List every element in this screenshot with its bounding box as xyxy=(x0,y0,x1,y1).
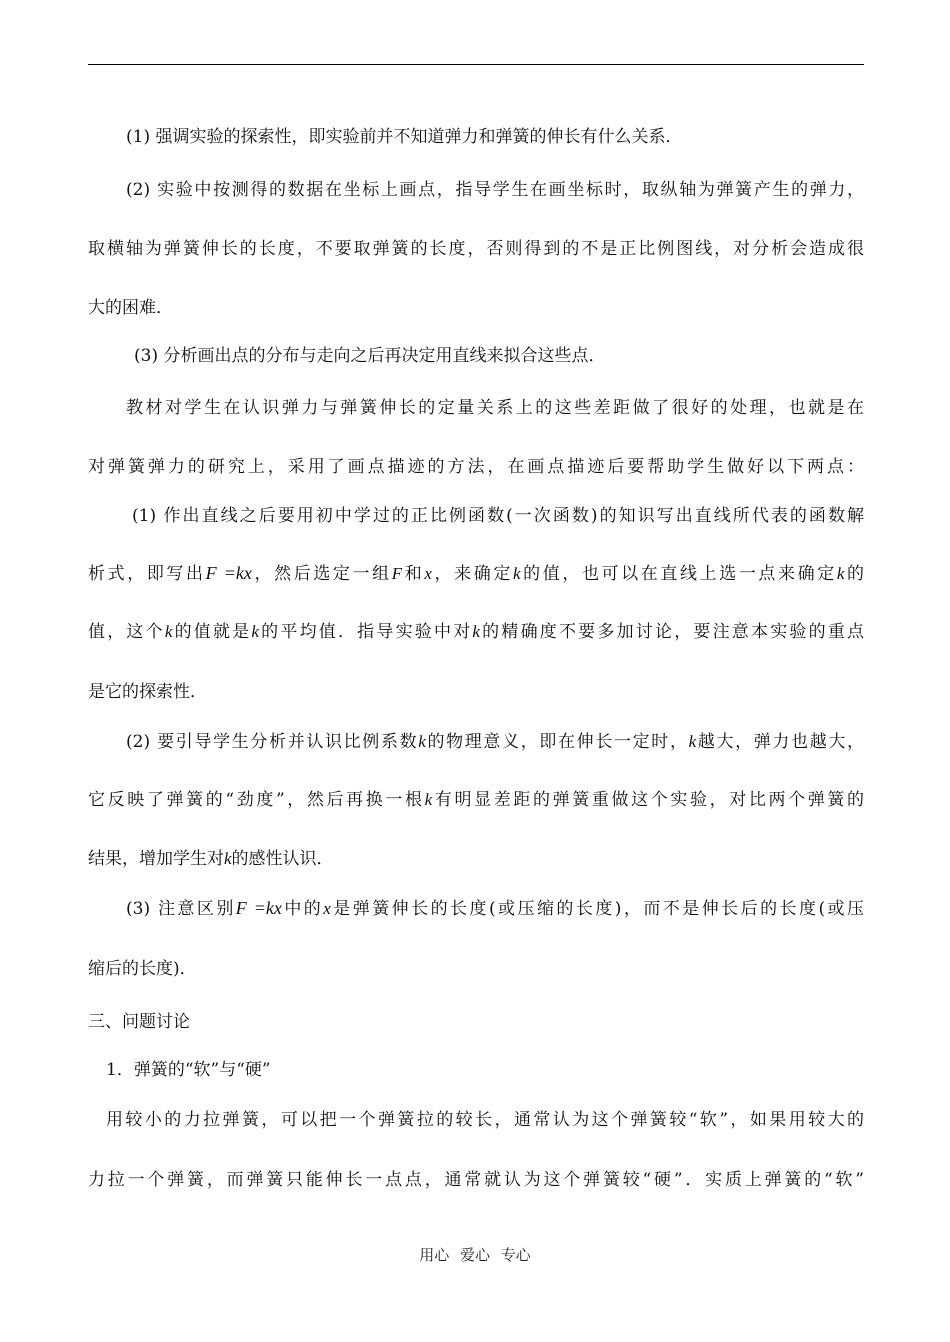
text: 力拉一个弹簧，而弹簧只能伸长一点点，通常就认为这个弹簧较“硬”．实质上弹簧的“软” xyxy=(88,1170,864,1190)
text: ，然后选定一组 xyxy=(251,564,392,584)
text: 中的 xyxy=(281,899,324,919)
text: (1) 强调实验的探索性，即实验前并不知道弹力和弹簧的伸长有什么关系． xyxy=(126,127,683,147)
header-rule xyxy=(88,64,864,65)
paragraph-line xyxy=(88,620,864,644)
text: 有明显差距的弹簧重做这个实验，对比两个弹簧的 xyxy=(432,790,865,810)
text: 越大，弹力也越大， xyxy=(696,732,865,752)
paragraph-line xyxy=(88,237,864,261)
formula: F =kx xyxy=(205,563,252,583)
paragraph-line xyxy=(88,847,864,871)
variable: x xyxy=(323,899,331,918)
variable: k xyxy=(688,732,697,751)
paragraph-line xyxy=(88,504,864,528)
paragraph-line xyxy=(88,1108,864,1132)
text: 值，这个 xyxy=(88,622,165,642)
text: 取横轴为弹簧伸长的长度，不要取弹簧的长度，否则得到的不是正比例图线，对分析会造成很 xyxy=(88,239,864,259)
text: 是弹簧伸长的长度(或压缩的长度)，而不是伸长后的长度(或压 xyxy=(330,899,865,919)
variable: x xyxy=(424,564,432,583)
variable: k xyxy=(512,564,521,583)
paragraph-line xyxy=(88,957,864,981)
text: 析式，即写出 xyxy=(88,564,206,584)
section-heading xyxy=(88,1010,864,1034)
variable: k xyxy=(424,790,433,809)
variable: k xyxy=(251,622,259,641)
subsection-heading xyxy=(88,1058,864,1082)
text: 的值，也可以在直线上选一点来确定 xyxy=(520,564,837,584)
variable: F xyxy=(391,564,403,583)
text: 的精确度不要多加讨论，要注意本实验的重点 xyxy=(479,622,865,642)
paragraph-line xyxy=(88,125,864,149)
text: 它反映了弹簧的“劲度”，然后再换一根 xyxy=(88,790,425,810)
text: 大的困难． xyxy=(88,298,173,318)
text: 教材对学生在认识弹力与弹簧伸长的定量关系上的这些差距做了很好的处理，也就是在 xyxy=(126,398,864,418)
text: (3) 注意区别 xyxy=(126,899,236,919)
text: 1．弹簧的“软”与“硬” xyxy=(106,1060,271,1080)
text: 三、问题讨论 xyxy=(88,1012,190,1032)
paragraph-line xyxy=(88,561,864,586)
text: (3) 分析画出点的分布与走向之后再决定用直线来拟合这些点． xyxy=(134,346,606,366)
paragraph-line xyxy=(88,788,864,812)
paragraph-line xyxy=(88,296,864,320)
variable: k xyxy=(418,732,426,751)
paragraph-line xyxy=(88,344,864,368)
text: 用较小的力拉弹簧，可以把一个弹簧拉的较长，通常认为这个弹簧较“软”，如果用较大的 xyxy=(106,1110,864,1130)
formula: F =kx xyxy=(235,898,282,918)
paragraph-line xyxy=(88,680,864,704)
text: 对弹簧弹力的研究上，采用了画点描迹的方法，在画点描迹后要帮助学生做好以下两点： xyxy=(88,457,864,477)
paragraph-line xyxy=(88,396,864,420)
text: 结果，增加学生对 xyxy=(88,849,224,869)
text: 的物理意义，即在伸长一定时， xyxy=(425,732,689,752)
paragraph-line xyxy=(88,896,864,921)
text: 的感性认识． xyxy=(231,849,334,869)
text: 的值就是 xyxy=(172,622,252,642)
page-footer: 用心 爱心 专心 xyxy=(419,1246,531,1264)
paragraph-line xyxy=(88,730,864,754)
variable: k xyxy=(164,622,173,641)
text: 的平均值．指导实验中对 xyxy=(258,622,473,642)
paragraph-line xyxy=(88,178,864,202)
variable: k xyxy=(472,622,480,641)
text: (1) 作出直线之后要用初中学过的正比例函数(一次函数)的知识写出直线所代表的函数解 xyxy=(132,506,864,526)
text: 和 xyxy=(402,564,425,584)
text: (2) 要引导学生分析并认识比例系数 xyxy=(126,732,419,752)
variable: k xyxy=(836,564,845,583)
text: (2) 实验中按测得的数据在坐标上画点，指导学生在画坐标时，取纵轴为弹簧产生的弹力， xyxy=(126,180,864,200)
variable: k xyxy=(224,849,232,868)
text: 的 xyxy=(844,564,865,584)
paragraph-line xyxy=(88,455,864,479)
text: ，来确定 xyxy=(431,564,513,584)
text: 缩后的长度)． xyxy=(88,959,197,979)
text: 是它的探索性． xyxy=(88,682,207,702)
paragraph-line xyxy=(88,1168,864,1192)
